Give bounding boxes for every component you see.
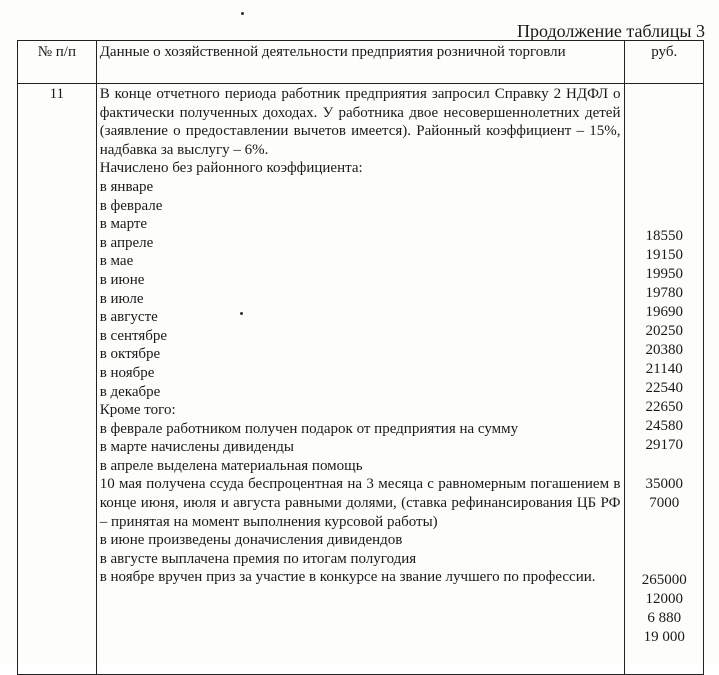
- month-amount: 22650: [645, 399, 683, 415]
- extra-label: в июне произведены доначисления дивидендов: [99, 532, 403, 549]
- extra-amount: 265000: [641, 572, 687, 588]
- header-unit: руб.: [625, 41, 704, 84]
- scan-speck: [241, 12, 244, 15]
- extra-label: в ноябре вручен приз за участие в конкурсе на звание лучшего по профессии.: [99, 569, 596, 586]
- month-label: в мае: [99, 253, 134, 270]
- month-amount: 20380: [645, 342, 683, 358]
- month-label: в январе: [99, 178, 154, 195]
- month-label: в июне: [99, 271, 145, 288]
- data-table: [17, 40, 704, 675]
- row-amounts: [625, 84, 704, 675]
- month-amount: 19950: [645, 266, 683, 282]
- extra-label: в феврале работником получен подарок от предприятия на сумму: [99, 420, 519, 437]
- table-row: [18, 84, 704, 675]
- month-amount: 29170: [645, 437, 683, 453]
- month-amount: 18550: [645, 228, 683, 244]
- month-amount: 21140: [645, 361, 683, 377]
- extra-amount: 6 880: [647, 610, 682, 626]
- month-label: в марте: [99, 216, 148, 233]
- month-amount: 19690: [645, 304, 683, 320]
- table-header-row: [18, 41, 704, 84]
- additional-heading: Кроме того:: [99, 402, 176, 419]
- month-amount: 22540: [645, 380, 683, 396]
- extra-label: в апреле выделена материальная помощь: [99, 457, 363, 474]
- month-label: в феврале: [99, 197, 163, 214]
- accrued-heading: Начислено без районного коэффициента:: [99, 160, 363, 177]
- month-label: в июле: [99, 290, 144, 307]
- extra-amount: 7000: [649, 495, 680, 511]
- extra-amount: 19 000: [643, 629, 685, 645]
- amounts-column: [626, 85, 702, 673]
- extra-amount: 12000: [645, 591, 683, 607]
- row-description: [96, 84, 625, 675]
- month-label: в августе: [99, 309, 158, 326]
- month-amount: 24580: [645, 418, 683, 434]
- row-number: 11: [18, 84, 97, 675]
- month-label: в апреле: [99, 234, 154, 251]
- month-label: в декабре: [99, 383, 161, 400]
- month-amount: 20250: [645, 323, 683, 339]
- header-number: № п/п: [18, 41, 97, 84]
- extra-label: 10 мая получена ссуда беспроцентная на 3 месяца с равномерным погашением в конце июня, июля и августа равными долями, (ставка рефинансирования ЦБ РФ – принятая на момент выполнения курсовой работы): [99, 476, 621, 530]
- extra-label: в марте начислены дивиденды: [99, 439, 294, 456]
- month-amount: 19780: [645, 285, 683, 301]
- extra-label: в августе выплачена премия по итогам полугодия: [99, 550, 417, 567]
- month-amount: 19150: [645, 247, 683, 263]
- month-label: в октябре: [99, 346, 161, 363]
- extra-amount: 35000: [645, 476, 683, 492]
- table-caption: Продолжение таблицы 3: [517, 21, 705, 41]
- header-description: Данные о хозяйственной деятельности предприятия розничной торговли: [96, 41, 625, 84]
- month-label: в сентябре: [99, 327, 168, 344]
- intro-paragraph: В конце отчетного периода работник предприятия запросил Справку 2 НДФЛ о фактически полученных доходах. У работника двое несовершеннолетних детей (заявление о предоставлении вычетов имеется). Районный коэффициент – 15%, надбавка за выслугу – 6%.: [99, 86, 621, 158]
- month-label: в ноябре: [99, 364, 155, 381]
